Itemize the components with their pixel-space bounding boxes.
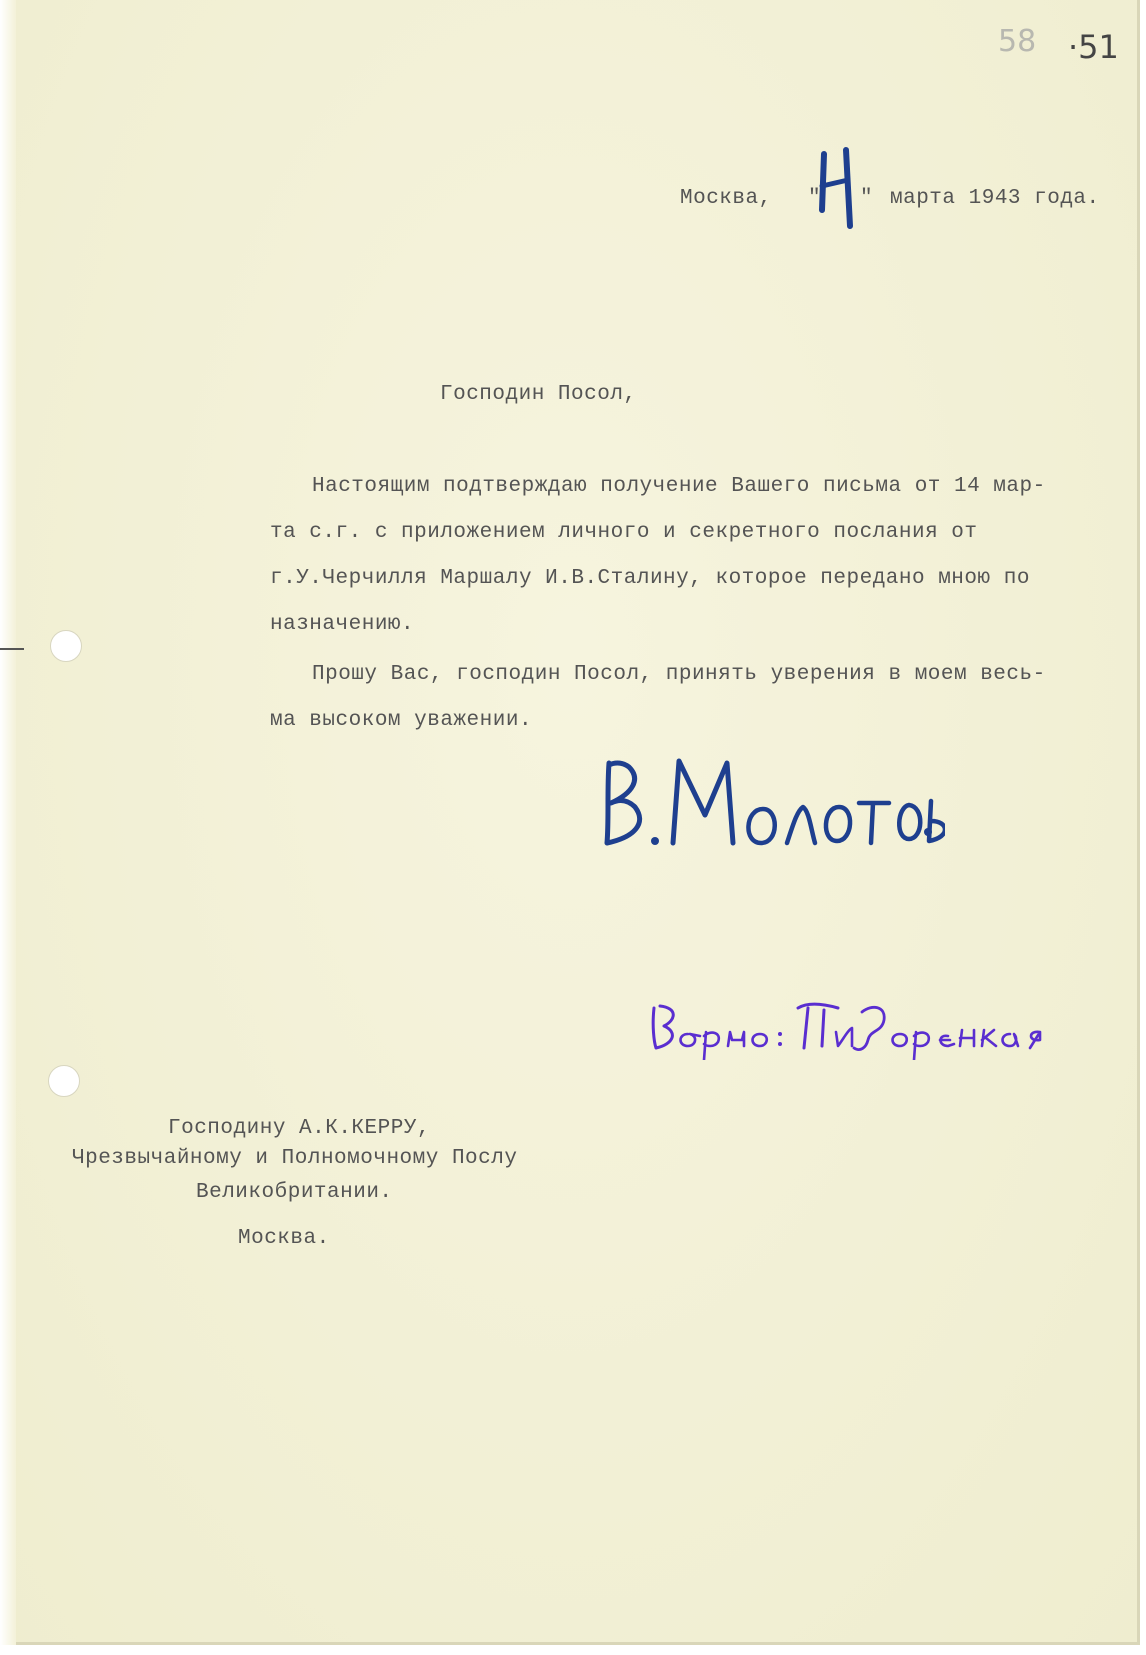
body-line: г.У.Черчилля Маршалу И.В.Сталину, которое передано мною по <box>270 567 1030 590</box>
date-month-year: марта 1943 года. <box>890 187 1100 210</box>
addressee-city: Москва. <box>238 1227 330 1250</box>
closing-line: Прошу Вас, господин Посол, принять уверения в моем весь- <box>312 663 1046 686</box>
body-line: та с.г. с приложением личного и секретного послания от <box>270 521 978 544</box>
archive-number: ·51 <box>1068 28 1119 66</box>
salutation: Господин Посол, <box>440 383 637 406</box>
date-day-handwritten <box>818 140 858 230</box>
page-edge <box>0 0 16 1645</box>
body-line: назначению. <box>270 613 415 636</box>
date-quote-close: " <box>860 187 874 210</box>
body-line: Настоящим подтверждаю получение Вашего письма от 14 мар- <box>312 475 1046 498</box>
signature-dot <box>920 822 940 842</box>
date-city: Москва, <box>680 187 772 210</box>
date-quote-open: " <box>808 187 822 210</box>
certification-handwritten <box>648 990 1048 1060</box>
addressee-title: Чрезвычайному и Полномочному Послу <box>72 1147 518 1170</box>
closing-line: ма высоком уважении. <box>270 709 533 732</box>
addressee-name: Господину А.К.КЕРРУ, <box>168 1117 431 1140</box>
signature-molotov <box>595 745 945 855</box>
addressee-country: Великобритании. <box>196 1181 393 1204</box>
punch-hole <box>50 630 82 662</box>
archive-number-faint: 58 <box>998 24 1037 59</box>
punch-hole <box>48 1065 80 1097</box>
margin-mark <box>0 648 24 650</box>
